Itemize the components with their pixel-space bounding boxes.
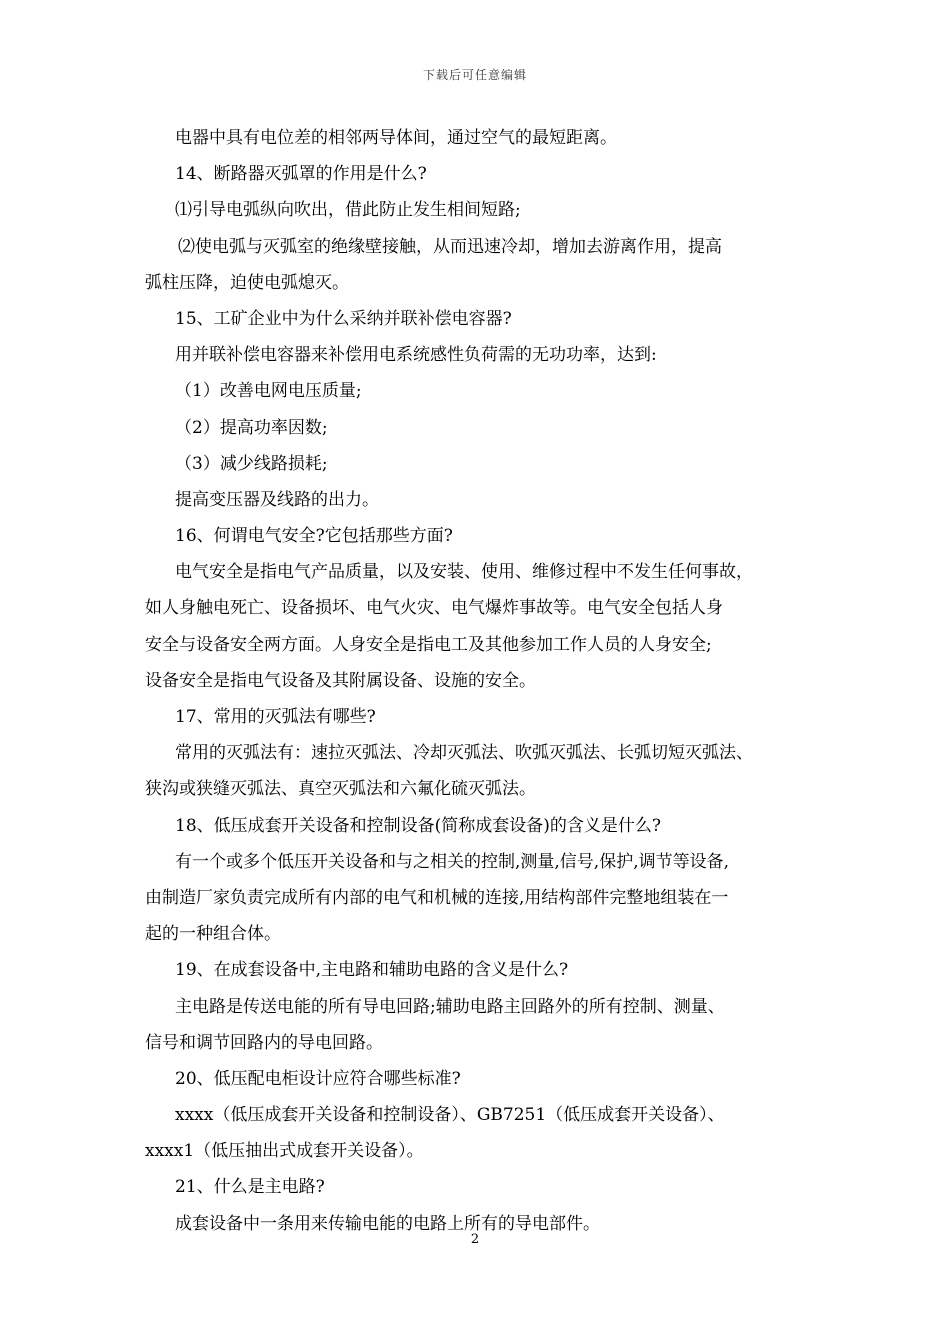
text-line: 21、什么是主电路? — [175, 1177, 325, 1198]
text-line: 14、断路器灭弧罩的作用是什么? — [175, 164, 427, 185]
text-line: 成套设备中一条用来传输电能的电路上所有的导电部件。 — [175, 1213, 600, 1234]
text-line: 如人身触电死亡、设备损坏、电气火灾、电气爆炸事故等。电气安全包括人身 — [145, 598, 723, 619]
text-line: 用并联补偿电容器来补偿用电系统感性负荷需的无功功率，达到: — [175, 345, 657, 366]
text-line: 电器中具有电位差的相邻两导体间，通过空气的最短距离。 — [175, 128, 617, 148]
text-line: 有一个或多个低压开关设备和与之相关的控制,测量,信号,保护,调节等设备, — [175, 851, 730, 872]
text-line: ⑵使电弧与灭弧室的绝缘壁接触，从而迅速冷却，增加去游离作用，提高 — [178, 236, 722, 257]
text-line: ⑴引导电弧纵向吹出，借此防止发生相间短路; — [175, 200, 521, 221]
text-line: （3）减少线路损耗; — [175, 453, 328, 474]
text-line: 17、常用的灭弧法有哪些? — [175, 707, 376, 727]
text-line: 18、低压成套开关设备和控制设备(简称成套设备)的含义是什么? — [175, 815, 662, 836]
text-line: 15、工矿企业中为什么采纳并联补偿电容器? — [175, 308, 512, 329]
page-number: 2 — [470, 1232, 480, 1247]
text-line: 主电路是传送电能的所有导电回路;辅助电路主回路外的所有控制、测量、 — [175, 996, 725, 1017]
text-line: xxxx（低压成套开关设备和控制设备）、GB7251（低压成套开关设备）、 — [175, 1105, 725, 1126]
text-line: 弧柱压降，迫使电弧熄灭。 — [145, 272, 349, 293]
text-line: 信号和调节回路内的导电回路。 — [145, 1032, 383, 1053]
text-line: xxxx1（低压抽出式成套开关设备）。 — [145, 1141, 424, 1162]
text-line: （1）改善电网电压质量; — [175, 381, 362, 402]
page-header: 下载后可任意编辑 — [422, 68, 527, 82]
text-line: 电气安全是指电气产品质量，以及安装、使用、维修过程中不发生任何事故， — [175, 562, 753, 583]
text-line: 19、在成套设备中,主电路和辅助电路的含义是什么? — [175, 960, 569, 981]
text-line: （2）提高功率因数; — [175, 417, 328, 438]
text-line: 安全与设备安全两方面。人身安全是指电工及其他参加工作人员的人身安全; — [145, 634, 712, 655]
document-body — [145, 120, 820, 1242]
text-line: 16、何谓电气安全?它包括那些方面? — [175, 526, 453, 547]
text-line: 由制造厂家负责完成所有内部的电气和机械的连接,用结构部件完整地组装在一 — [145, 887, 729, 908]
text-line: 提高变压器及线路的出力。 — [175, 489, 379, 510]
text-line: 常用的灭弧法有：速拉灭弧法、冷却灭弧法、吹弧灭弧法、长弧切短灭弧法、 — [175, 743, 753, 764]
text-line: 设备安全是指电气设备及其附属设备、设施的安全。 — [145, 670, 536, 691]
text-line: 20、低压配电柜设计应符合哪些标准? — [175, 1068, 461, 1089]
text-line: 起的一种组合体。 — [145, 924, 281, 945]
text-line: 狭沟或狭缝灭弧法、真空灭弧法和六氟化硫灭弧法。 — [145, 779, 536, 800]
